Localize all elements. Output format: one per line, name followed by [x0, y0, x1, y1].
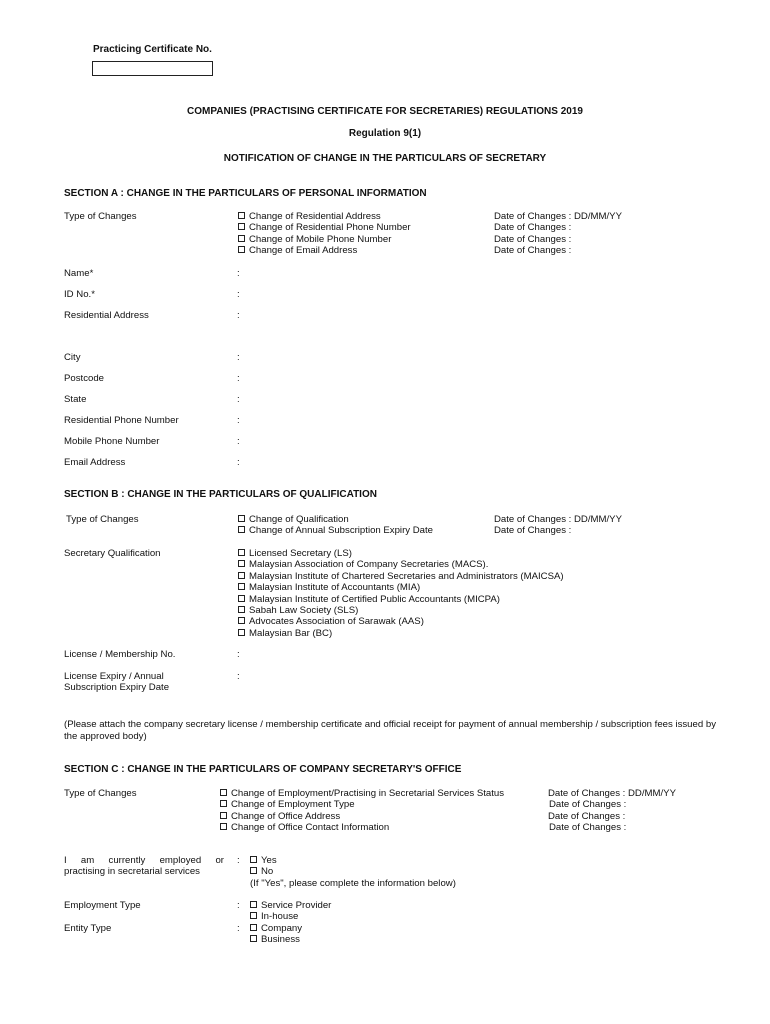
employment-type-label: Employment Type: [64, 900, 141, 911]
date-of-change: Date of Changes :: [494, 245, 572, 257]
checkbox-icon: [238, 583, 245, 590]
checkbox-ls[interactable]: Licensed Secretary (LS): [238, 548, 564, 559]
checkbox-company[interactable]: Company: [250, 923, 302, 934]
checkbox-employment-status[interactable]: Change of Employment/Practising in Secretarial Services Status: [220, 788, 504, 799]
checkbox-icon: [238, 223, 245, 230]
license-label: License / Membership No.: [64, 649, 176, 660]
date-of-change: Date of Changes :: [548, 810, 626, 822]
checkbox-icon: [238, 549, 245, 556]
if-yes-note: (If "Yes", please complete the information below): [250, 877, 456, 889]
attachment-note: (Please attach the company secretary license / membership certificate and official receipt for payment of annual membership / subscription fees issued by the approved body): [64, 719, 716, 742]
section-b-type-label: Type of Changes: [66, 514, 139, 525]
section-a-heading: SECTION A : CHANGE IN THE PARTICULARS OF PERSONAL INFORMATION: [64, 188, 427, 199]
cert-no-field[interactable]: [92, 61, 213, 76]
checkbox-icon: [238, 606, 245, 613]
address-label: Residential Address: [64, 310, 149, 321]
checkbox-subscription-expiry[interactable]: Change of Annual Subscription Expiry Date: [238, 525, 433, 536]
checkbox-icon: [238, 572, 245, 579]
section-b-changes: [238, 514, 433, 537]
date-of-change: Date of Changes :: [494, 233, 572, 245]
checkbox-icon: [250, 924, 257, 931]
checkbox-yes[interactable]: Yes: [250, 855, 456, 866]
section-a-dates: [494, 211, 622, 257]
entity-type-label: Entity Type: [64, 923, 112, 934]
id-label: ID No.*: [64, 289, 95, 300]
regulation: Regulation 9(1): [348, 128, 422, 139]
checkbox-service-provider[interactable]: Service Provider: [250, 900, 331, 911]
qualification-options: [238, 548, 564, 639]
postcode-label: Postcode: [64, 373, 105, 384]
checkbox-icon: [250, 912, 257, 919]
employment-type-options: [250, 900, 331, 923]
date-of-change: Date of Changes :: [549, 822, 627, 834]
checkbox-in-house[interactable]: In-house: [250, 911, 331, 922]
section-a-type-label: Type of Changes: [64, 211, 137, 222]
checkbox-office-contact[interactable]: Change of Office Contact Information: [220, 822, 504, 833]
checkbox-icon: [238, 595, 245, 602]
notification-title: NOTIFICATION OF CHANGE IN THE PARTICULARS OF SECRETARY: [223, 153, 547, 164]
postcode-colon: :: [237, 373, 240, 384]
checkbox-icon: [250, 901, 257, 908]
state-label: State: [64, 394, 87, 405]
checkbox-icon: [238, 629, 245, 636]
checkbox-bc[interactable]: Malaysian Bar (BC): [238, 628, 564, 639]
checkbox-office-address[interactable]: Change of Office Address: [220, 811, 504, 822]
checkbox-maicsa[interactable]: Malaysian Institute of Chartered Secretaries and Administrators (MAICSA): [238, 571, 564, 582]
checkbox-residential-address[interactable]: Change of Residential Address: [238, 211, 411, 222]
state-colon: :: [237, 394, 240, 405]
date-of-change: Date of Changes : DD/MM/YY: [494, 514, 622, 525]
checkbox-icon: [238, 212, 245, 219]
employed-colon: :: [237, 855, 240, 866]
name-colon: :: [237, 268, 240, 279]
checkbox-icon: [238, 515, 245, 522]
res-phone-label: Residential Phone Number: [64, 415, 179, 426]
employed-options: [250, 855, 456, 889]
mobile-colon: :: [237, 436, 240, 447]
date-of-change: Date of Changes :: [494, 222, 572, 234]
checkbox-icon: [250, 867, 257, 874]
email-label: Email Address: [64, 457, 126, 468]
city-colon: :: [237, 352, 240, 363]
checkbox-no[interactable]: No: [250, 866, 456, 877]
date-of-change: Date of Changes : DD/MM/YY: [494, 211, 622, 222]
id-colon: :: [237, 289, 240, 300]
checkbox-icon: [238, 617, 245, 624]
email-colon: :: [237, 457, 240, 468]
checkbox-mobile-phone[interactable]: Change of Mobile Phone Number: [238, 234, 411, 245]
checkbox-icon: [250, 935, 257, 942]
employment-type-colon: :: [237, 900, 240, 911]
date-of-change: Date of Changes :: [549, 799, 627, 811]
checkbox-icon: [238, 235, 245, 242]
section-a-changes: [238, 211, 411, 257]
checkbox-sls[interactable]: Sabah Law Society (SLS): [238, 605, 564, 616]
checkbox-macs[interactable]: Malaysian Association of Company Secretaries (MACS).: [238, 559, 564, 570]
city-label: City: [64, 352, 81, 363]
license-colon: :: [237, 649, 240, 660]
form-title: COMPANIES (PRACTISING CERTIFICATE FOR SECRETARIES) REGULATIONS 2019: [187, 106, 583, 117]
checkbox-aas[interactable]: Advocates Association of Sarawak (AAS): [238, 616, 564, 627]
checkbox-residential-phone[interactable]: Change of Residential Phone Number: [238, 222, 411, 233]
checkbox-icon: [238, 526, 245, 533]
entity-type-options: [250, 923, 302, 946]
checkbox-icon: [250, 856, 257, 863]
section-c-heading: SECTION C : CHANGE IN THE PARTICULARS OF COMPANY SECRETARY'S OFFICE: [64, 764, 462, 775]
checkbox-mia[interactable]: Malaysian Institute of Accountants (MIA): [238, 582, 564, 593]
employed-label: I am currently employed or practising in secretarial services: [64, 855, 224, 878]
checkbox-icon: [220, 800, 227, 807]
checkbox-icon: [238, 246, 245, 253]
date-of-change: Date of Changes : DD/MM/YY: [548, 788, 676, 799]
checkbox-qualification[interactable]: Change of Qualification: [238, 514, 433, 525]
expiry-label: License Expiry / Annual Subscription Expiry Date: [64, 671, 170, 694]
address-colon: :: [237, 310, 240, 321]
qualification-label: Secretary Qualification: [64, 548, 161, 559]
checkbox-icon: [220, 812, 227, 819]
section-b-dates: [494, 514, 622, 537]
section-b-heading: SECTION B : CHANGE IN THE PARTICULARS OF QUALIFICATION: [64, 489, 377, 500]
entity-type-colon: :: [237, 923, 240, 934]
checkbox-icon: [220, 823, 227, 830]
checkbox-icon: [238, 560, 245, 567]
section-c-type-label: Type of Changes: [64, 788, 137, 799]
checkbox-micpa[interactable]: Malaysian Institute of Certified Public Accountants (MICPA): [238, 594, 564, 605]
date-of-change: Date of Changes :: [494, 525, 572, 537]
checkbox-employment-type[interactable]: Change of Employment Type: [220, 799, 504, 810]
res-phone-colon: :: [237, 415, 240, 426]
name-label: Name*: [64, 268, 94, 279]
checkbox-icon: [220, 789, 227, 796]
checkbox-business[interactable]: Business: [250, 934, 302, 945]
cert-no-label: Practicing Certificate No.: [93, 44, 212, 55]
expiry-colon: :: [237, 671, 240, 682]
mobile-label: Mobile Phone Number: [64, 436, 160, 447]
section-c-changes: [220, 788, 504, 834]
checkbox-email[interactable]: Change of Email Address: [238, 245, 411, 256]
section-c-dates: [548, 788, 676, 834]
